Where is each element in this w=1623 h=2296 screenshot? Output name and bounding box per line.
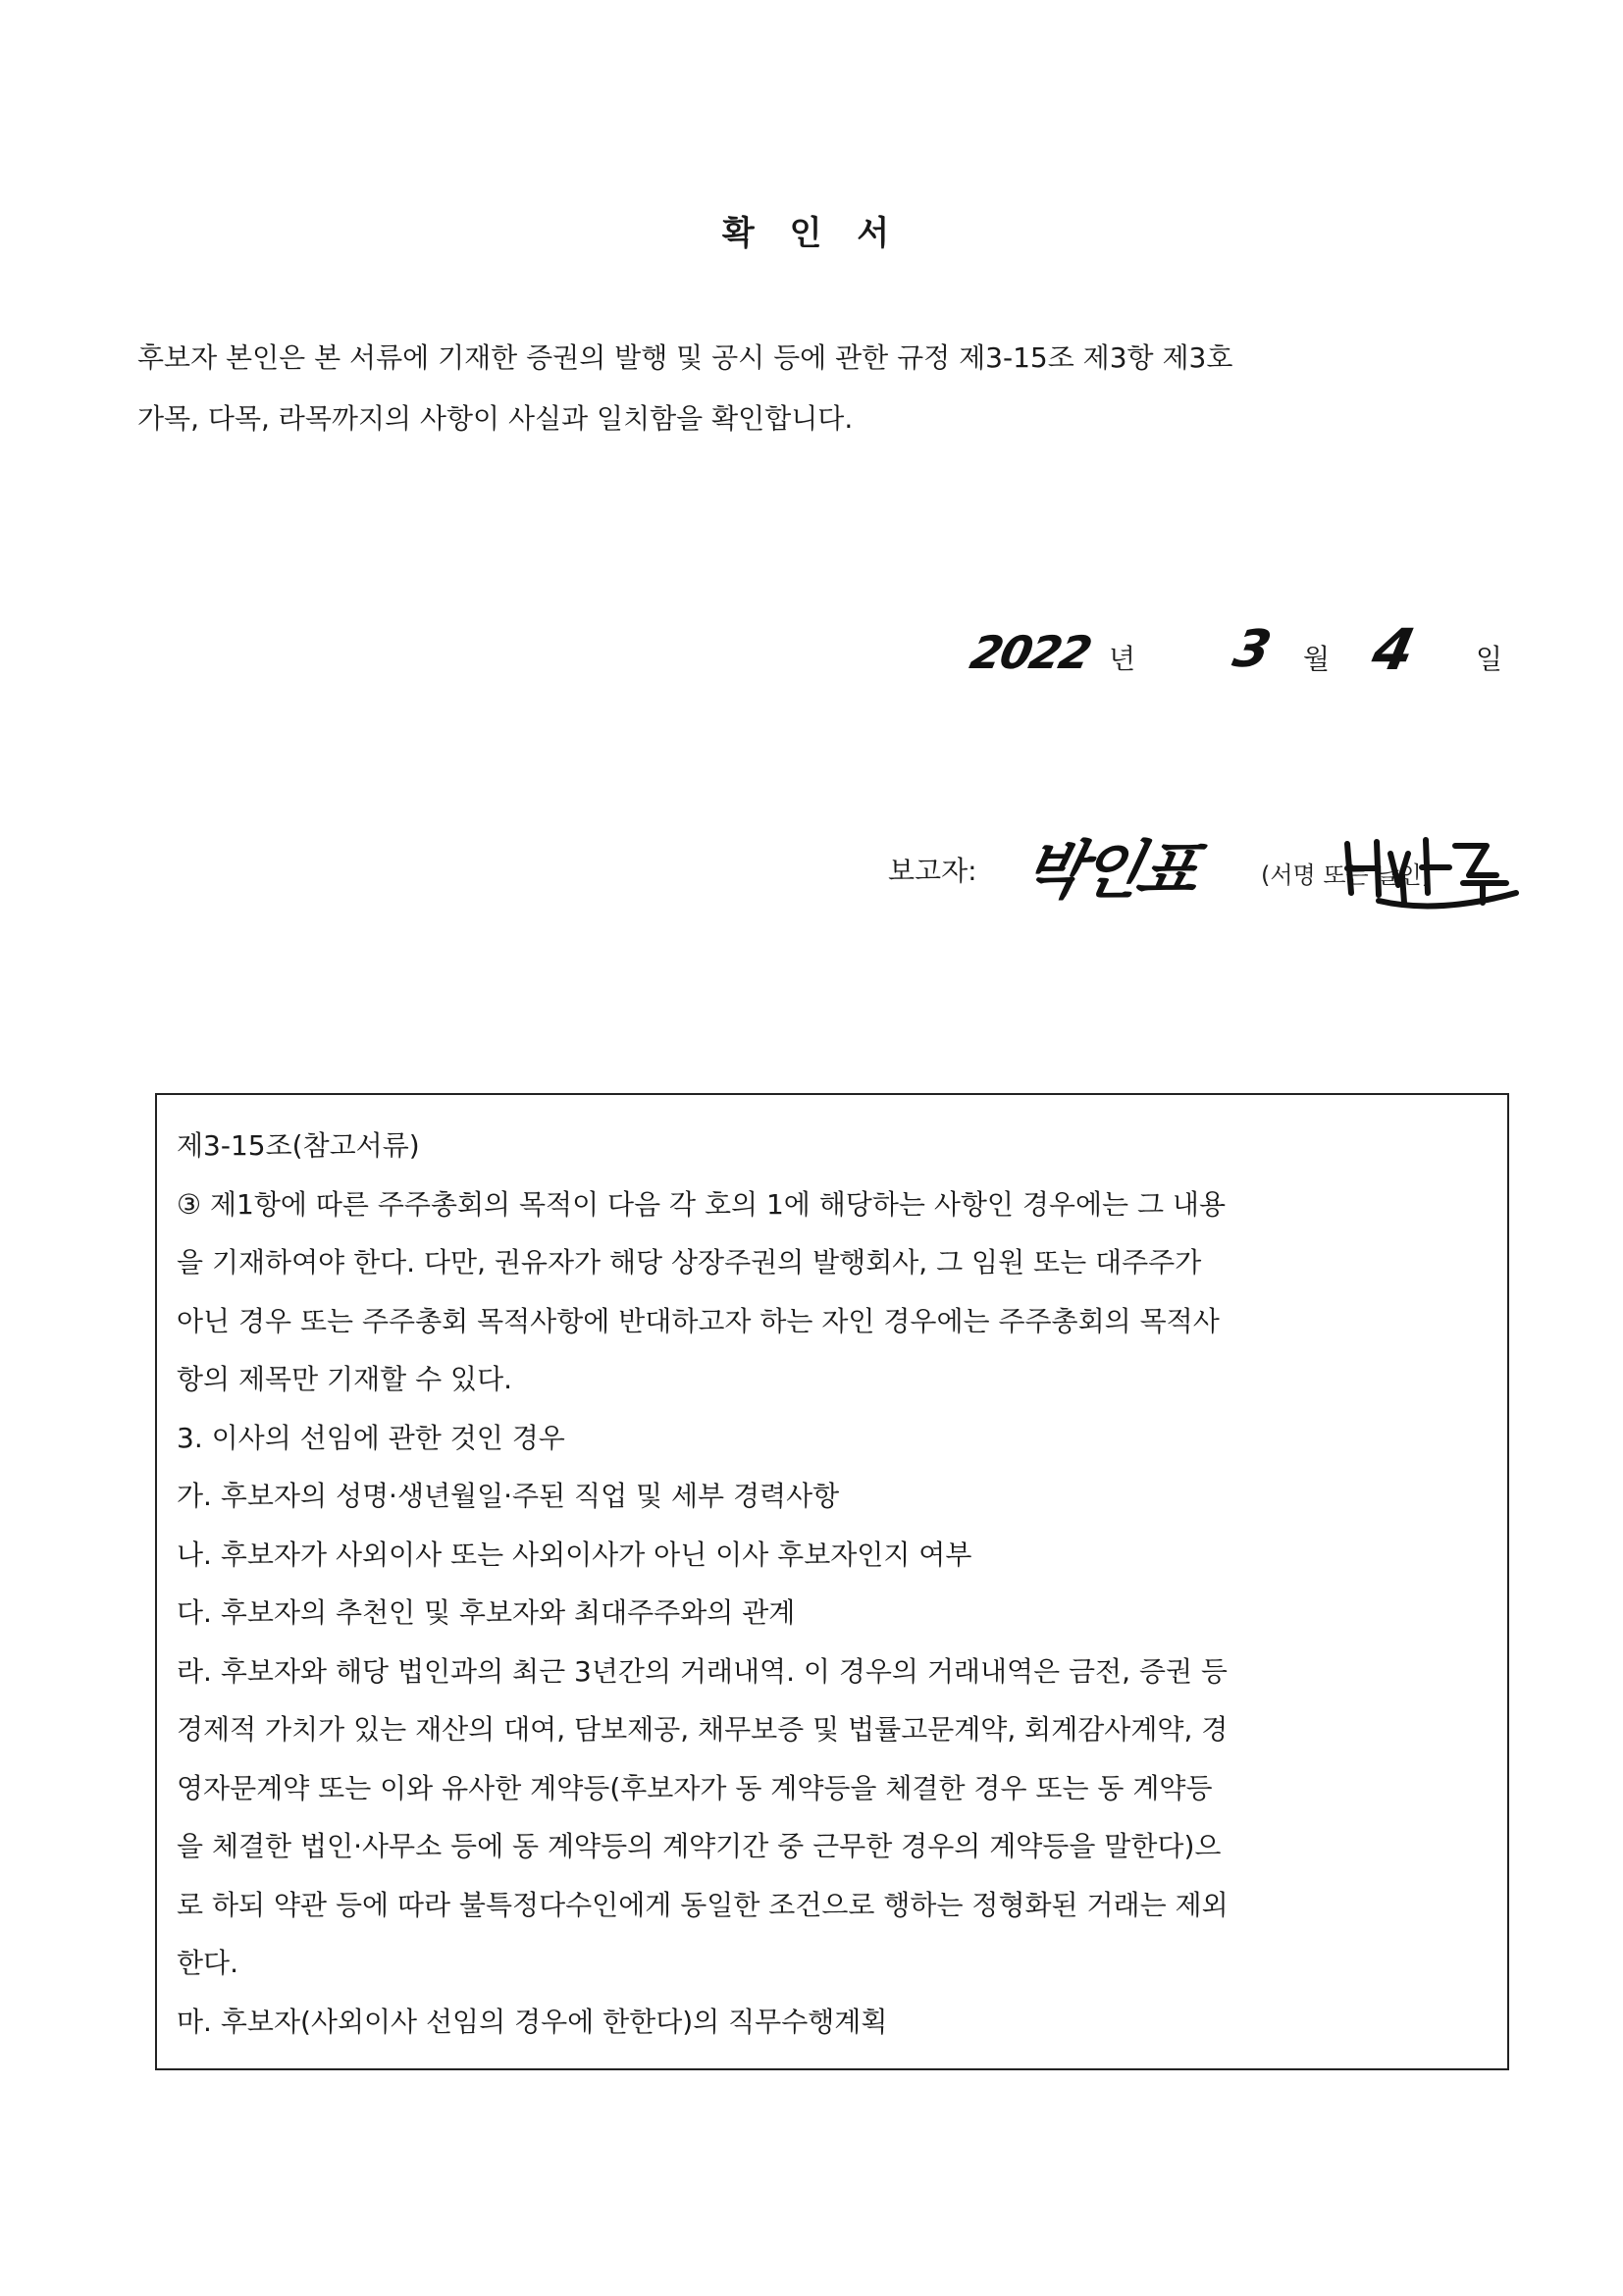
intro-line: 가목, 다목, 라목까지의 사항이 사실과 일치함을 확인합니다. (137, 402, 854, 435)
confirmation-statement (137, 328, 1511, 449)
box-line: 제3-15조(참고서류) (177, 1129, 420, 1162)
date-row (966, 616, 1521, 689)
box-line: 라. 후보자와 해당 법인과의 최근 3년간의 거래내역. 이 경우의 거래내역은 금전, 증권 등 (177, 1654, 1228, 1688)
box-line: 항의 제목만 기재할 수 있다. (177, 1363, 513, 1395)
signature-handwritten-name: 박인표 (1016, 835, 1203, 908)
box-line: 3. 이사의 선임에 관한 것인 경우 (177, 1421, 565, 1454)
signature-note: (서명 또는 날인) (1261, 861, 1432, 889)
month-label: 월 (1303, 643, 1331, 675)
box-line: 다. 후보자의 추천인 및 후보자와 최대주주와의 관계 (177, 1596, 796, 1629)
reporter-row (888, 816, 1536, 914)
document-title: 확 인 서 (721, 214, 902, 253)
reporter-label: 보고자: (888, 855, 977, 887)
box-line: 을 체결한 법인·사무소 등에 동 계약등의 계약기간 중 근무한 경우의 계약등을 말한다)으 (177, 1830, 1222, 1862)
handwritten-year: 2022 (966, 626, 1095, 679)
reference-regulation-box (155, 1093, 1509, 2070)
box-line: 경제적 가치가 있는 재산의 대여, 담보제공, 채무보증 및 법률고문계약, 회계감사계약, 경 (177, 1713, 1229, 1746)
handwritten-signature-mark (1339, 824, 1526, 913)
box-line: 로 하되 약관 등에 따라 불특정다수인에게 동일한 조건으로 행하는 정형화된 거래는 제외 (177, 1888, 1229, 1921)
handwritten-month: 3 (1228, 620, 1277, 679)
box-line: 영자문계약 또는 이와 유사한 계약등(후보자가 동 계약등을 체결한 경우 또는 동 계약등 (177, 1771, 1213, 1804)
box-line: 아닌 경우 또는 주주총회 목적사항에 반대하고자 하는 자인 경우에는 주주총회의 목적사 (177, 1304, 1220, 1337)
box-line: 나. 후보자가 사외이사 또는 사외이사가 아닌 이사 후보자인지 여부 (177, 1538, 972, 1571)
year-label: 년 (1109, 643, 1136, 675)
day-label: 일 (1476, 643, 1503, 675)
box-line: ③ 제1항에 따른 주주총회의 목적이 다음 각 호의 1에 해당하는 사항인 경우에는 그 내용 (177, 1187, 1227, 1221)
box-line: 한다. (177, 1947, 238, 1979)
box-line: 마. 후보자(사외이사 선임의 경우에 한한다)의 직무수행계획 (177, 2005, 888, 2038)
box-line: 을 기재하여야 한다. 다만, 권유자가 해당 상장주권의 발행회사, 그 임원 또는 대주주가 (177, 1246, 1202, 1278)
intro-line: 후보자 본인은 본 서류에 기재한 증권의 발행 및 공시 등에 관한 규정 제3-15조 제3항 제3호 (137, 341, 1233, 374)
handwritten-day: 4 (1366, 616, 1421, 683)
box-line: 가. 후보자의 성명·생년월일·주된 직업 및 세부 경력사항 (177, 1480, 840, 1512)
